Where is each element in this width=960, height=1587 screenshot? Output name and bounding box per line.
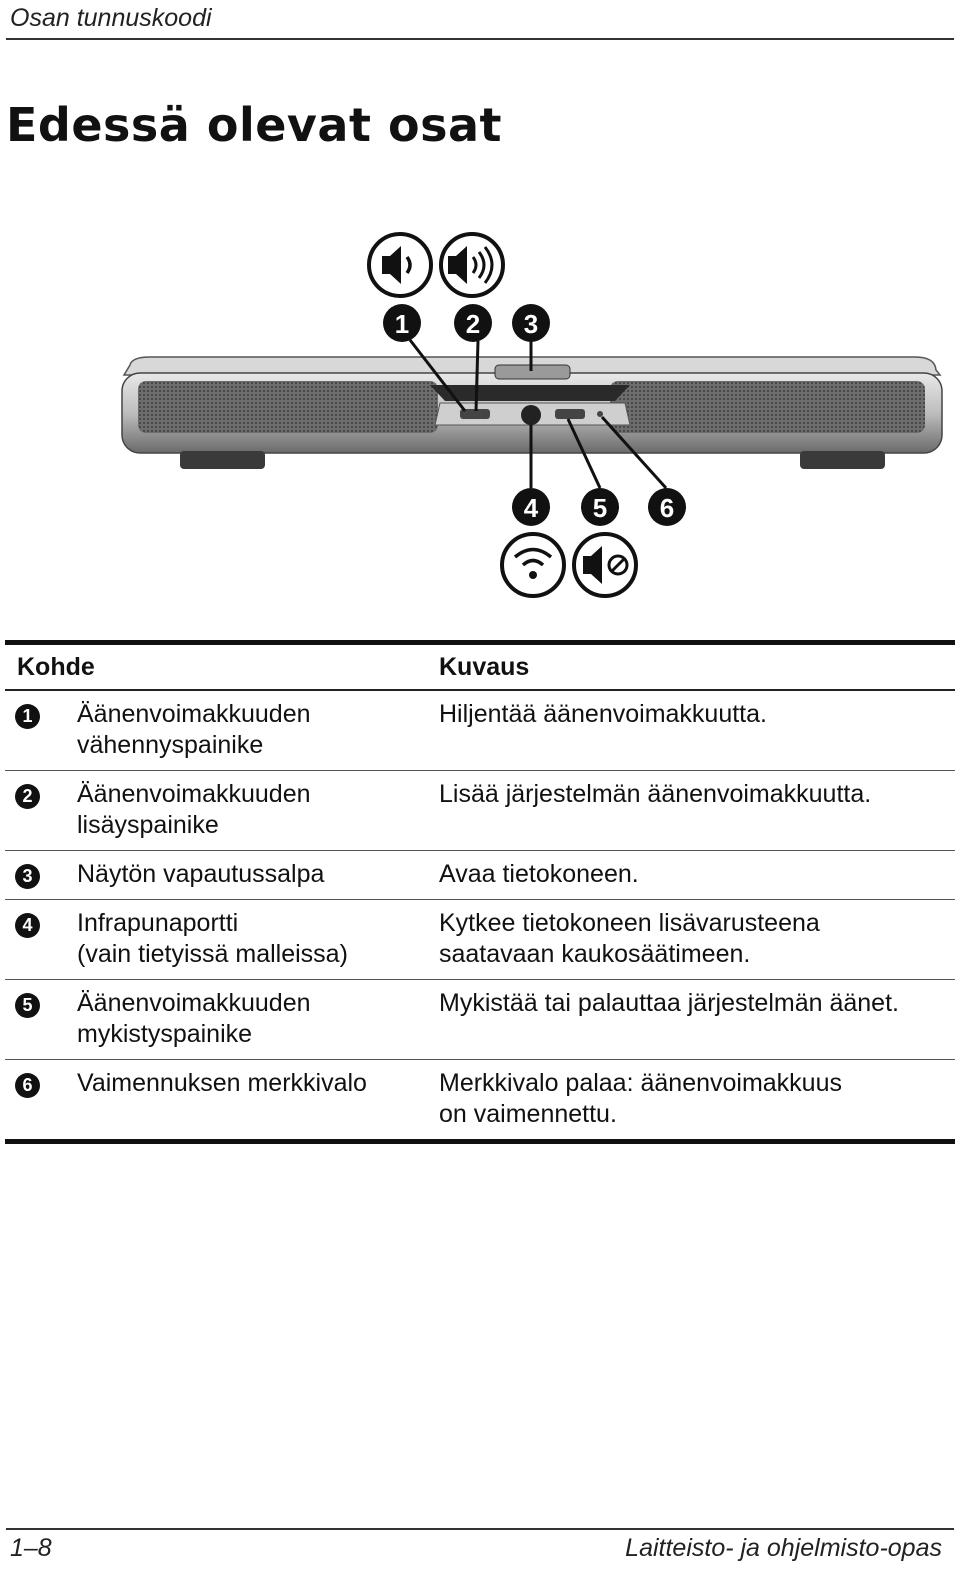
svg-text:6: 6 (659, 493, 675, 523)
page-title: Edessä olevat osat (6, 98, 502, 152)
callout-4 (512, 488, 550, 526)
table-row (5, 900, 955, 979)
table-row (5, 771, 955, 850)
callout-1 (383, 304, 421, 342)
row-description-text: Kytkee tietokoneen lisävarusteena (439, 909, 820, 937)
footer-book-title: Laitteisto- ja ohjelmisto-opas (625, 1534, 942, 1562)
table-row (5, 691, 955, 770)
header-title: Osan tunnuskoodi (10, 4, 212, 32)
table-row (5, 980, 955, 1059)
table-row (5, 851, 955, 899)
row-item-text: vähennyspainike (77, 731, 264, 759)
svg-text:4: 4 (523, 493, 539, 523)
row-number-badge: 1 (15, 704, 40, 729)
row-item-text: (vain tietyissä malleissa) (77, 940, 348, 968)
row-item-text: Äänenvoimakkuuden (77, 989, 311, 1017)
svg-text:3: 3 (523, 309, 539, 339)
row-item-text: Vaimennuksen merkkivalo (77, 1069, 367, 1097)
callout-5 (581, 488, 619, 526)
header-rule (6, 38, 954, 40)
row-item-text: mykistyspainike (77, 1020, 253, 1048)
footer-rule (6, 1528, 954, 1530)
row-description-text: Lisää järjestelmän äänenvoimakkuutta. (439, 780, 872, 808)
row-item-text: Äänenvoimakkuuden (77, 700, 311, 728)
callout-3 (512, 304, 550, 342)
row-item-text: Näytön vapautussalpa (77, 860, 325, 888)
column-header-description: Kuvaus (439, 652, 530, 681)
row-description-text: Merkkivalo palaa: äänenvoimakkuus (439, 1069, 842, 1097)
table-bottom-rule (5, 1139, 955, 1144)
footer-page-number: 1–8 (10, 1534, 52, 1562)
callout-2 (454, 304, 492, 342)
column-header-item: Kohde (17, 652, 95, 681)
row-description-text: Mykistää tai palauttaa järjestelmän äänet. (439, 989, 899, 1017)
row-number-badge: 4 (15, 913, 40, 938)
volume-down-icon (369, 234, 431, 296)
svg-text:5: 5 (592, 493, 608, 523)
table-row (5, 1060, 955, 1139)
infrared-icon (502, 534, 564, 596)
volume-up-icon (441, 234, 503, 296)
row-item-text: Äänenvoimakkuuden (77, 780, 311, 808)
table-header-row (5, 645, 955, 689)
svg-text:2: 2 (465, 309, 481, 339)
laptop-front-figure (110, 225, 950, 605)
mute-icon (574, 534, 636, 596)
svg-text:1: 1 (394, 309, 410, 339)
callout-6 (648, 488, 686, 526)
row-description-text: Avaa tietokoneen. (439, 860, 639, 888)
row-number-badge: 3 (15, 864, 40, 889)
row-number-badge: 5 (15, 993, 40, 1018)
row-number-badge: 2 (15, 784, 40, 809)
row-description-text: on vaimennettu. (439, 1100, 617, 1128)
row-number-badge: 6 (15, 1073, 40, 1098)
row-description-text: saatavaan kaukosäätimeen. (439, 940, 751, 968)
row-item-text: lisäyspainike (77, 811, 219, 839)
row-item-text: Infrapunaportti (77, 909, 239, 937)
row-description-text: Hiljentää äänenvoimakkuutta. (439, 700, 767, 728)
components-table (5, 640, 955, 1144)
